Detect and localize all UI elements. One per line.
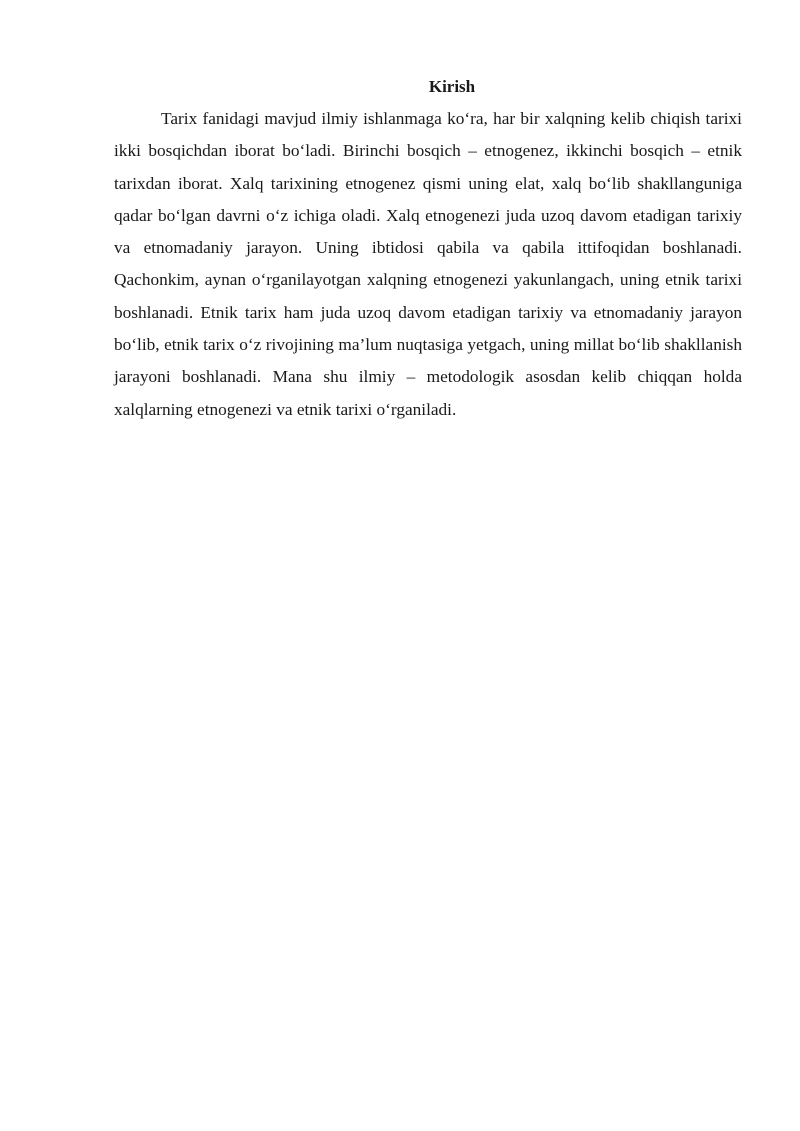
document-content (114, 76, 742, 426)
page-title: Kirish (428, 77, 476, 96)
body-paragraph: Tarix fanidagi mavjud ilmiy ishlanmaga ko‘ra, har bir xalqning kelib chiqish tarixi ikki bosqichdan iborat bo‘ladi. Birinchi bosqich – etnogenez, ikkinchi bosqich – etnik tarixdan iborat. Xalq tarixining etnogenez qismi uning elat, xalq bo‘lib shakllanguniga qadar bo‘lgan davrni o‘z ichiga oladi. Xalq etnogenezi juda uzoq davom etadigan tarixiy va etnomadaniy jarayon. Uning ibtidosi qabila va qabila ittifoqidan boshlanadi. Qachonkim, aynan o‘rganilayotgan xalqning etnogenezi yakunlangach, uning etnik tarixi boshlanadi. Etnik tarix ham juda uzoq davom etadigan tarixiy va etnomadaniy jarayon bo‘lib, etnik tarix o‘z rivojining ma’lum nuqtasiga yetgach, uning millat bo‘lib shakllanish jarayoni boshlanadi. Mana shu ilmiy – metodologik asosdan kelib chiqqan holda xalqlarning etnogenezi va etnik tarixi o‘rganiladi. (114, 109, 742, 419)
